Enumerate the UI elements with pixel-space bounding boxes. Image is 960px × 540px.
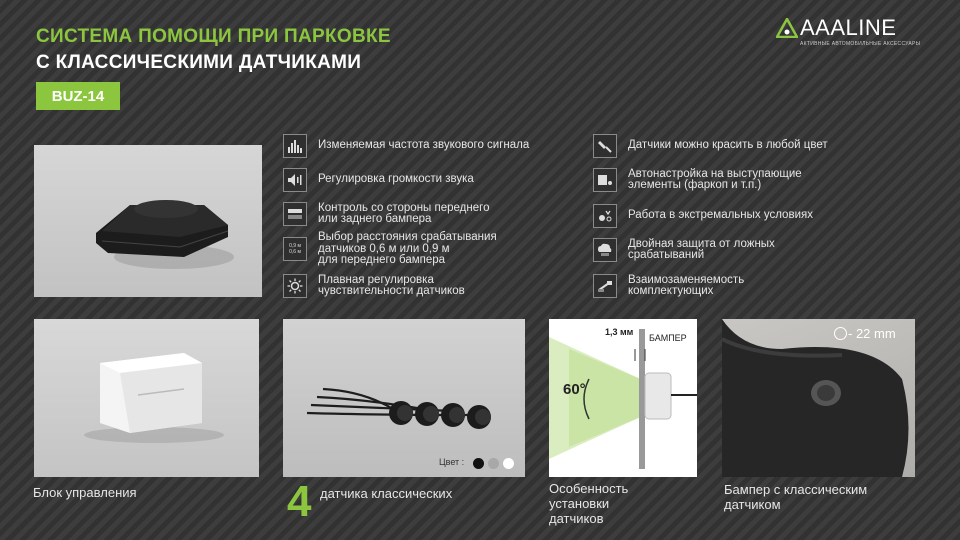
- install-diagram: [549, 319, 697, 477]
- towbar-icon: [593, 168, 617, 192]
- control-unit-photo: [34, 319, 259, 477]
- sensors-count: 4: [287, 477, 312, 526]
- title-line-1: СИСТЕМА ПОМОЩИ ПРИ ПАРКОВКЕ: [36, 26, 391, 47]
- model-badge: BUZ-14: [36, 82, 120, 110]
- color-swatch-gray: [488, 458, 499, 469]
- feature-sensitivity-text: Плавная регулировка чувствительности датчиков: [318, 273, 465, 297]
- feature-distance-text: Выбор расстояния срабатывания датчиков 0,6 м или 0,9 м для переднего бампера: [318, 231, 497, 266]
- angle-label: 60°: [563, 381, 586, 398]
- feature-interchangeable-text: Взаимозаменяемость комплектующих: [628, 273, 745, 297]
- feature-towbar-text: Автонастройка на выступающие элементы (фаркоп и т.п.): [628, 167, 802, 191]
- caption-bumper: Бампер с классическим датчиком: [724, 482, 868, 512]
- shield-icon: [593, 238, 617, 262]
- distance-icon: 0,9 м 0,6 м: [283, 237, 307, 261]
- caption-control-unit: Блок управления: [33, 485, 137, 500]
- bumper-label: БАМПЕР: [649, 333, 687, 343]
- caption-sensors: датчика классических: [320, 486, 453, 501]
- feature-frequency-text: Изменяемая частота звукового сигнала: [318, 139, 530, 152]
- diameter-label: - 22 mm: [848, 326, 896, 341]
- feature-interchangeable: [593, 274, 744, 298]
- paint-icon: [593, 134, 617, 158]
- page-title: [36, 24, 391, 76]
- sensors-photo: [283, 319, 525, 477]
- feature-paint-text: Датчики можно красить в любой цвет: [628, 139, 828, 152]
- feature-towbar: [593, 168, 802, 192]
- feature-bumper-side-text: Контроль со стороны переднего или заднего бампера: [318, 201, 490, 225]
- feature-distance: [283, 232, 497, 267]
- bumper-icon: [283, 202, 307, 226]
- feature-volume-text: Регулировка громкости звука: [318, 173, 474, 186]
- swap-icon: [593, 274, 617, 298]
- feature-volume: [283, 168, 474, 192]
- color-swatch-white: [503, 458, 514, 469]
- title-line-2: С КЛАССИЧЕСКИМИ ДАТЧИКАМИ: [36, 52, 362, 73]
- extreme-icon: [593, 204, 617, 228]
- diameter-icon: [834, 327, 847, 340]
- logo-name: AAALINE: [800, 15, 897, 40]
- sun-icon: [283, 274, 307, 298]
- feature-frequency: [283, 134, 529, 158]
- brand-logo: [776, 14, 936, 50]
- logo-tagline: АКТИВНЫЕ АВТОМОБИЛЬНЫЕ АКСЕССУАРЫ: [800, 41, 921, 47]
- caption-install: Особенность установки датчиков: [549, 481, 629, 526]
- feature-extreme-text: Работа в экстремальных условиях: [628, 209, 813, 222]
- colors-label: Цвет :: [439, 457, 465, 467]
- feature-extreme: [593, 204, 813, 228]
- feature-paint: [593, 134, 828, 158]
- logo-triangle-icon: [776, 18, 798, 38]
- bars-icon: [283, 134, 307, 158]
- color-swatch-black: [473, 458, 484, 469]
- feature-false-alarm: [593, 238, 775, 262]
- volume-icon: [283, 168, 307, 192]
- bumper-photo: [722, 319, 915, 477]
- buzzer-photo: [34, 145, 262, 297]
- feature-false-alarm-text: Двойная защита от ложных срабатываний: [628, 237, 775, 261]
- feature-bumper-side: [283, 202, 489, 226]
- feature-sensitivity: [283, 274, 465, 298]
- thickness-label: 1,3 мм: [605, 327, 634, 337]
